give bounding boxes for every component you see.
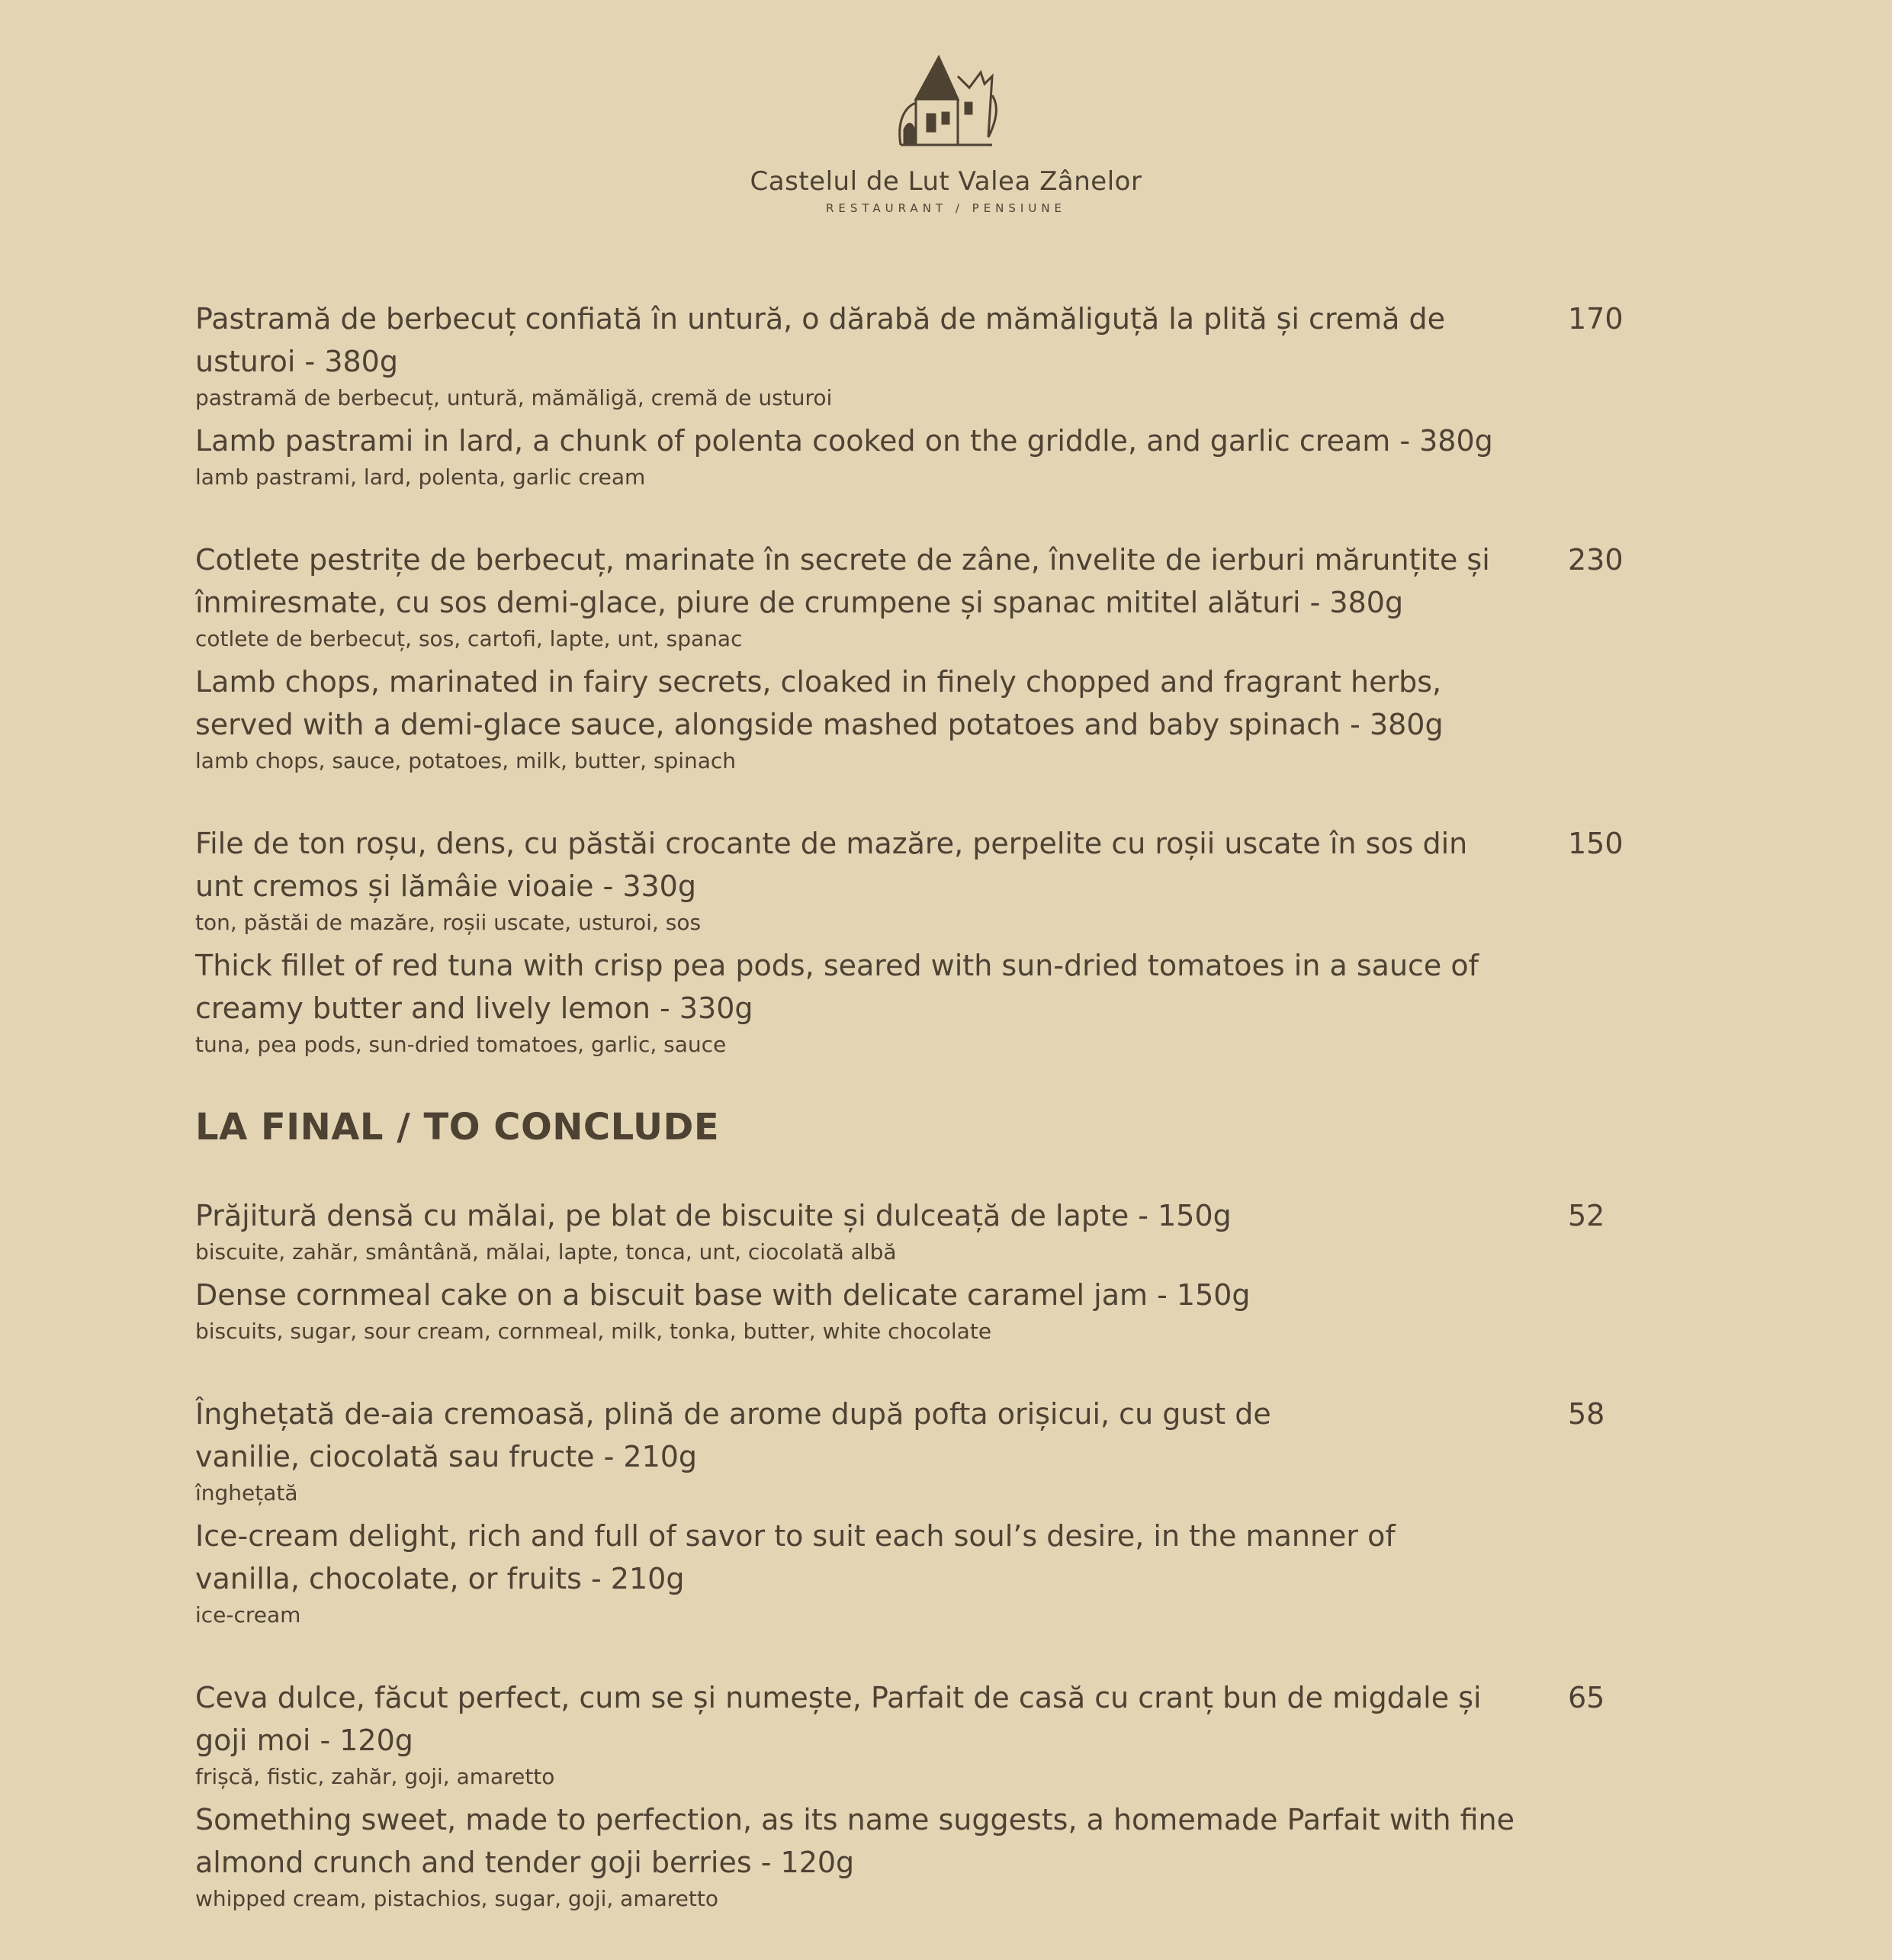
item-ingredients-ro: ton, păstăi de mazăre, roșii uscate, usturoi, sos	[195, 910, 702, 935]
item-price: 230	[1568, 543, 1624, 577]
item-name-ro: Cotlete pestrițe de berbecuț, marinate în secrete de zâne, învelite de ierburi mărunțite și înmiresmate, cu sos demi-glace, piure de crumpene și spanac mititel alături - 380g	[195, 543, 1490, 619]
item-name-en: Lamb chops, marinated in fairy secrets, cloaked in finely chopped and fragrant herbs, served with a demi-glace sauce, alongside mashed potatoes and baby spinach - 380g	[195, 665, 1444, 741]
item-name-ro: File de ton roșu, dens, cu păstăi crocante de mazăre, perpelite cu roșii uscate în sos din unt cremos și lămâie vioaie - 330g	[195, 827, 1468, 903]
item-ingredients-ro: frișcă, fistic, zahăr, goji, amaretto	[195, 1764, 555, 1789]
menu-content	[195, 297, 1644, 1960]
item-ingredients-en: whipped cream, pistachios, sugar, goji, amaretto	[195, 1886, 718, 1911]
item-name-ro: Pastramă de berbecuț confiată în untură, o dărabă de mămăliguță la plită și cremă de usturoi - 380g	[195, 302, 1445, 378]
brand-tagline: RESTAURANT / PENSIUNE	[825, 201, 1067, 215]
menu-item	[195, 1393, 1644, 1631]
item-price: 65	[1568, 1681, 1605, 1714]
item-name-en: Lamb pastrami in lard, a chunk of polenta cooked on the griddle, and garlic cream - 380g	[195, 424, 1493, 458]
menu-item	[195, 297, 1644, 493]
item-name-en: Ice-cream delight, rich and full of savor to suit each soul’s desire, in the manner of vanilla, chocolate, or fruits - 210g	[195, 1519, 1396, 1595]
item-name-en: Dense cornmeal cake on a biscuit base with delicate caramel jam - 150g	[195, 1278, 1251, 1312]
item-name-ro: Înghețată de-aia cremoasă, plină de arome după pofta orișicui, cu gust de vanilie, ciocolată sau fructe - 210g	[195, 1397, 1271, 1473]
item-ingredients-en: lamb chops, sauce, potatoes, milk, butter, spinach	[195, 748, 737, 773]
brand-name: Castelul de Lut Valea Zânelor	[750, 166, 1142, 197]
item-price: 150	[1568, 827, 1624, 860]
section-title: LA FINAL / TO CONCLUDE	[195, 1106, 720, 1149]
item-price: 52	[1568, 1199, 1605, 1232]
item-ingredients-en: tuna, pea pods, sun-dried tomatoes, garlic, sauce	[195, 1032, 727, 1057]
item-name-en: Thick fillet of red tuna with crisp pea pods, seared with sun-dried tomatoes in a sauce of creamy butter and lively lemon - 330g	[195, 949, 1479, 1025]
item-ingredients-en: biscuits, sugar, sour cream, cornmeal, milk, tonka, butter, white chocolate	[195, 1319, 992, 1344]
item-ingredients-en: lamb pastrami, lard, polenta, garlic cream	[195, 464, 646, 490]
item-price: 170	[1568, 302, 1624, 336]
menu-item	[195, 538, 1644, 776]
menu-item	[195, 822, 1644, 1060]
item-price: 58	[1568, 1397, 1605, 1431]
item-ingredients-en: ice-cream	[195, 1602, 301, 1627]
item-name-en: Something sweet, made to perfection, as its name suggests, a homemade Parfait with fine almond crunch and tender goji berries - 120g	[195, 1803, 1515, 1879]
item-name-ro: Prăjitură densă cu mălai, pe blat de biscuite și dulceață de lapte - 150g	[195, 1199, 1232, 1232]
item-ingredients-ro: înghețată	[195, 1480, 298, 1505]
menu-item	[195, 1676, 1644, 1914]
menu-header	[0, 53, 1892, 215]
castle-logo-icon	[885, 53, 1007, 160]
item-ingredients-ro: pastramă de berbecuț, untură, mămăligă, cremă de usturoi	[195, 385, 833, 410]
menu-item	[195, 1194, 1644, 1347]
item-ingredients-ro: biscuite, zahăr, smântână, mălai, lapte, tonca, unt, ciocolată albă	[195, 1239, 897, 1264]
item-name-ro: Ceva dulce, făcut perfect, cum se și numește, Parfait de casă cu cranț bun de migdale și goji moi - 120g	[195, 1681, 1482, 1757]
item-ingredients-ro: cotlete de berbecuț, sos, cartofi, lapte, unt, spanac	[195, 626, 743, 651]
